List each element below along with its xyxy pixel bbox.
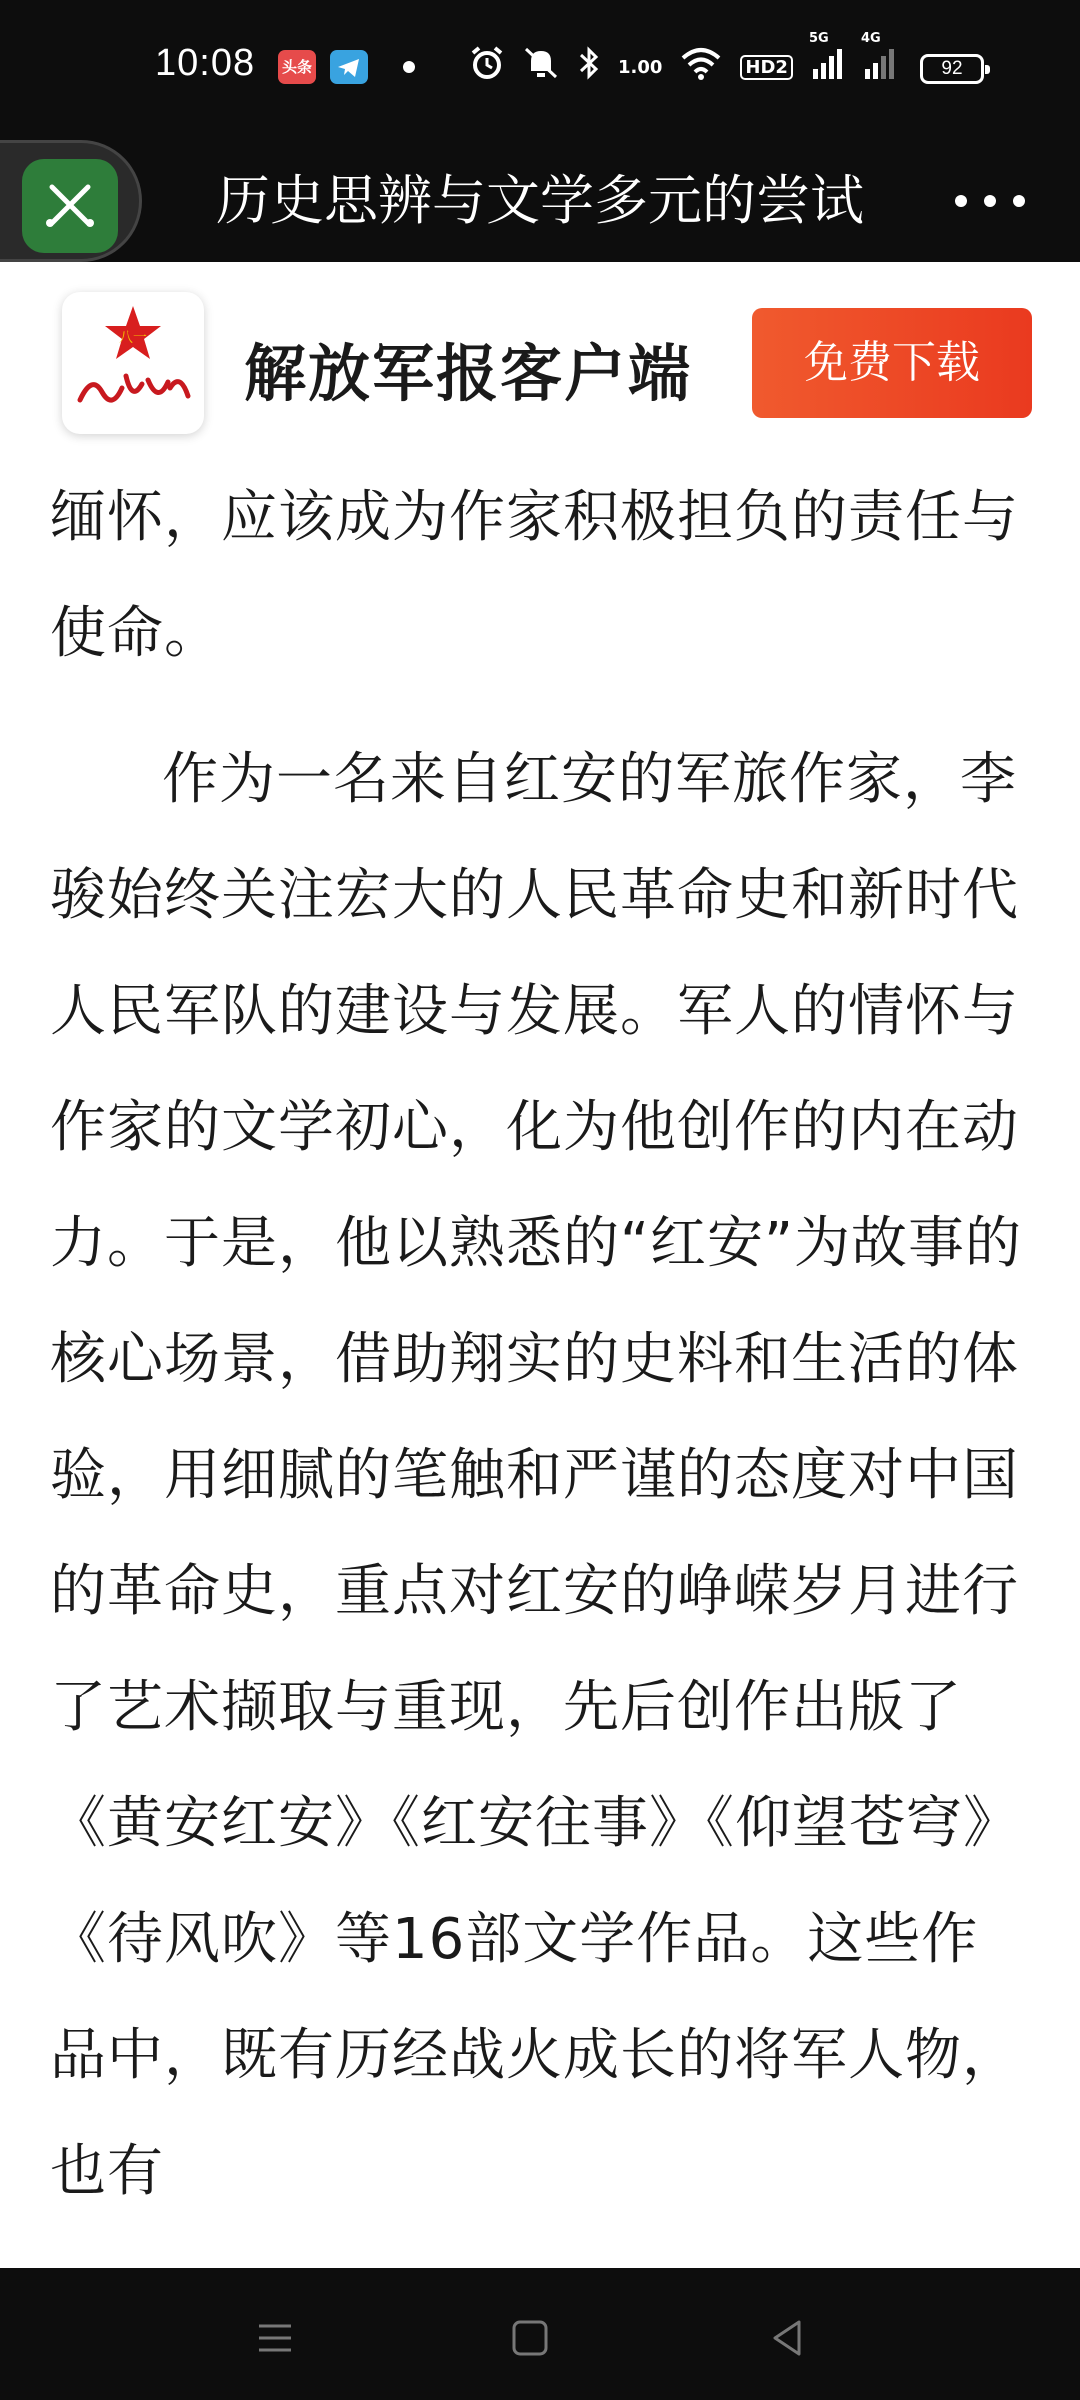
network-speed: 1.00 [618, 56, 663, 78]
bluetooth-icon [578, 45, 600, 89]
signal-4g-label: 4G [860, 31, 881, 46]
signal-5g-icon [808, 31, 845, 87]
mute-icon [522, 45, 560, 89]
wifi-icon [680, 46, 722, 88]
close-icon [42, 177, 98, 233]
alarm-icon [470, 45, 504, 89]
close-button[interactable] [22, 159, 118, 253]
more-dot-icon [984, 195, 996, 207]
more-options-button[interactable] [955, 178, 1025, 224]
battery-icon: 92 [920, 54, 984, 84]
app-name: 解放军报客户端 [244, 337, 693, 410]
signal-4g-icon [860, 31, 897, 87]
toutiao-notification-icon: 头条 [278, 50, 316, 84]
home-nav-button[interactable] [500, 2308, 560, 2368]
back-triangle-icon [757, 2308, 817, 2368]
article-body [50, 460, 1030, 2260]
signal-5g-label: 5G [808, 31, 829, 46]
svg-text:八一: 八一 [119, 330, 147, 346]
status-icons [470, 31, 915, 92]
menu-nav-button[interactable] [245, 2308, 305, 2368]
system-nav-bar [0, 2268, 1080, 2400]
status-time: 10:08 [155, 42, 256, 84]
telegram-notification-icon [330, 50, 368, 84]
back-nav-button[interactable] [757, 2308, 817, 2368]
article-paragraph: 缅怀，应该成为作家积极担负的责任与使命。 [50, 485, 1019, 666]
home-square-icon [500, 2308, 560, 2368]
mini-program-header [0, 140, 1080, 262]
hd-voice-icon: HD2 [740, 55, 793, 80]
more-notifications-dot [403, 61, 415, 73]
menu-icon [245, 2308, 305, 2368]
jiefangjunbao-logo [62, 292, 204, 434]
more-dot-icon [955, 195, 967, 207]
free-download-button[interactable]: 免费下载 [752, 308, 1032, 418]
status-bar [0, 0, 1080, 140]
page-title: 历史思辨与文学多元的尝试 [216, 169, 864, 232]
article-paragraph: 作为一名来自红安的军旅作家，李骏始终关注宏大的人民革命史和新时代人民军队的建设与发展。军人的情怀与作家的文学初心，化为他创作的内在动力。于是，他以熟悉的“红安”为故事的核心场景，借助翔实的史料和生活的体验，用细腻的笔触和严谨的态度对中国的革命史，重点对红安的峥嵘岁月进行了艺术撷取与重现，先后创作出版了《黄安红安》《红安往事》《仰望苍穹》《待风吹》等16部文学作品。这些作品中，既有历经战火成长的将军人物，也有 [50, 747, 1023, 2204]
app-download-banner [0, 262, 1080, 442]
close-area [0, 140, 142, 262]
more-dot-icon [1013, 195, 1025, 207]
